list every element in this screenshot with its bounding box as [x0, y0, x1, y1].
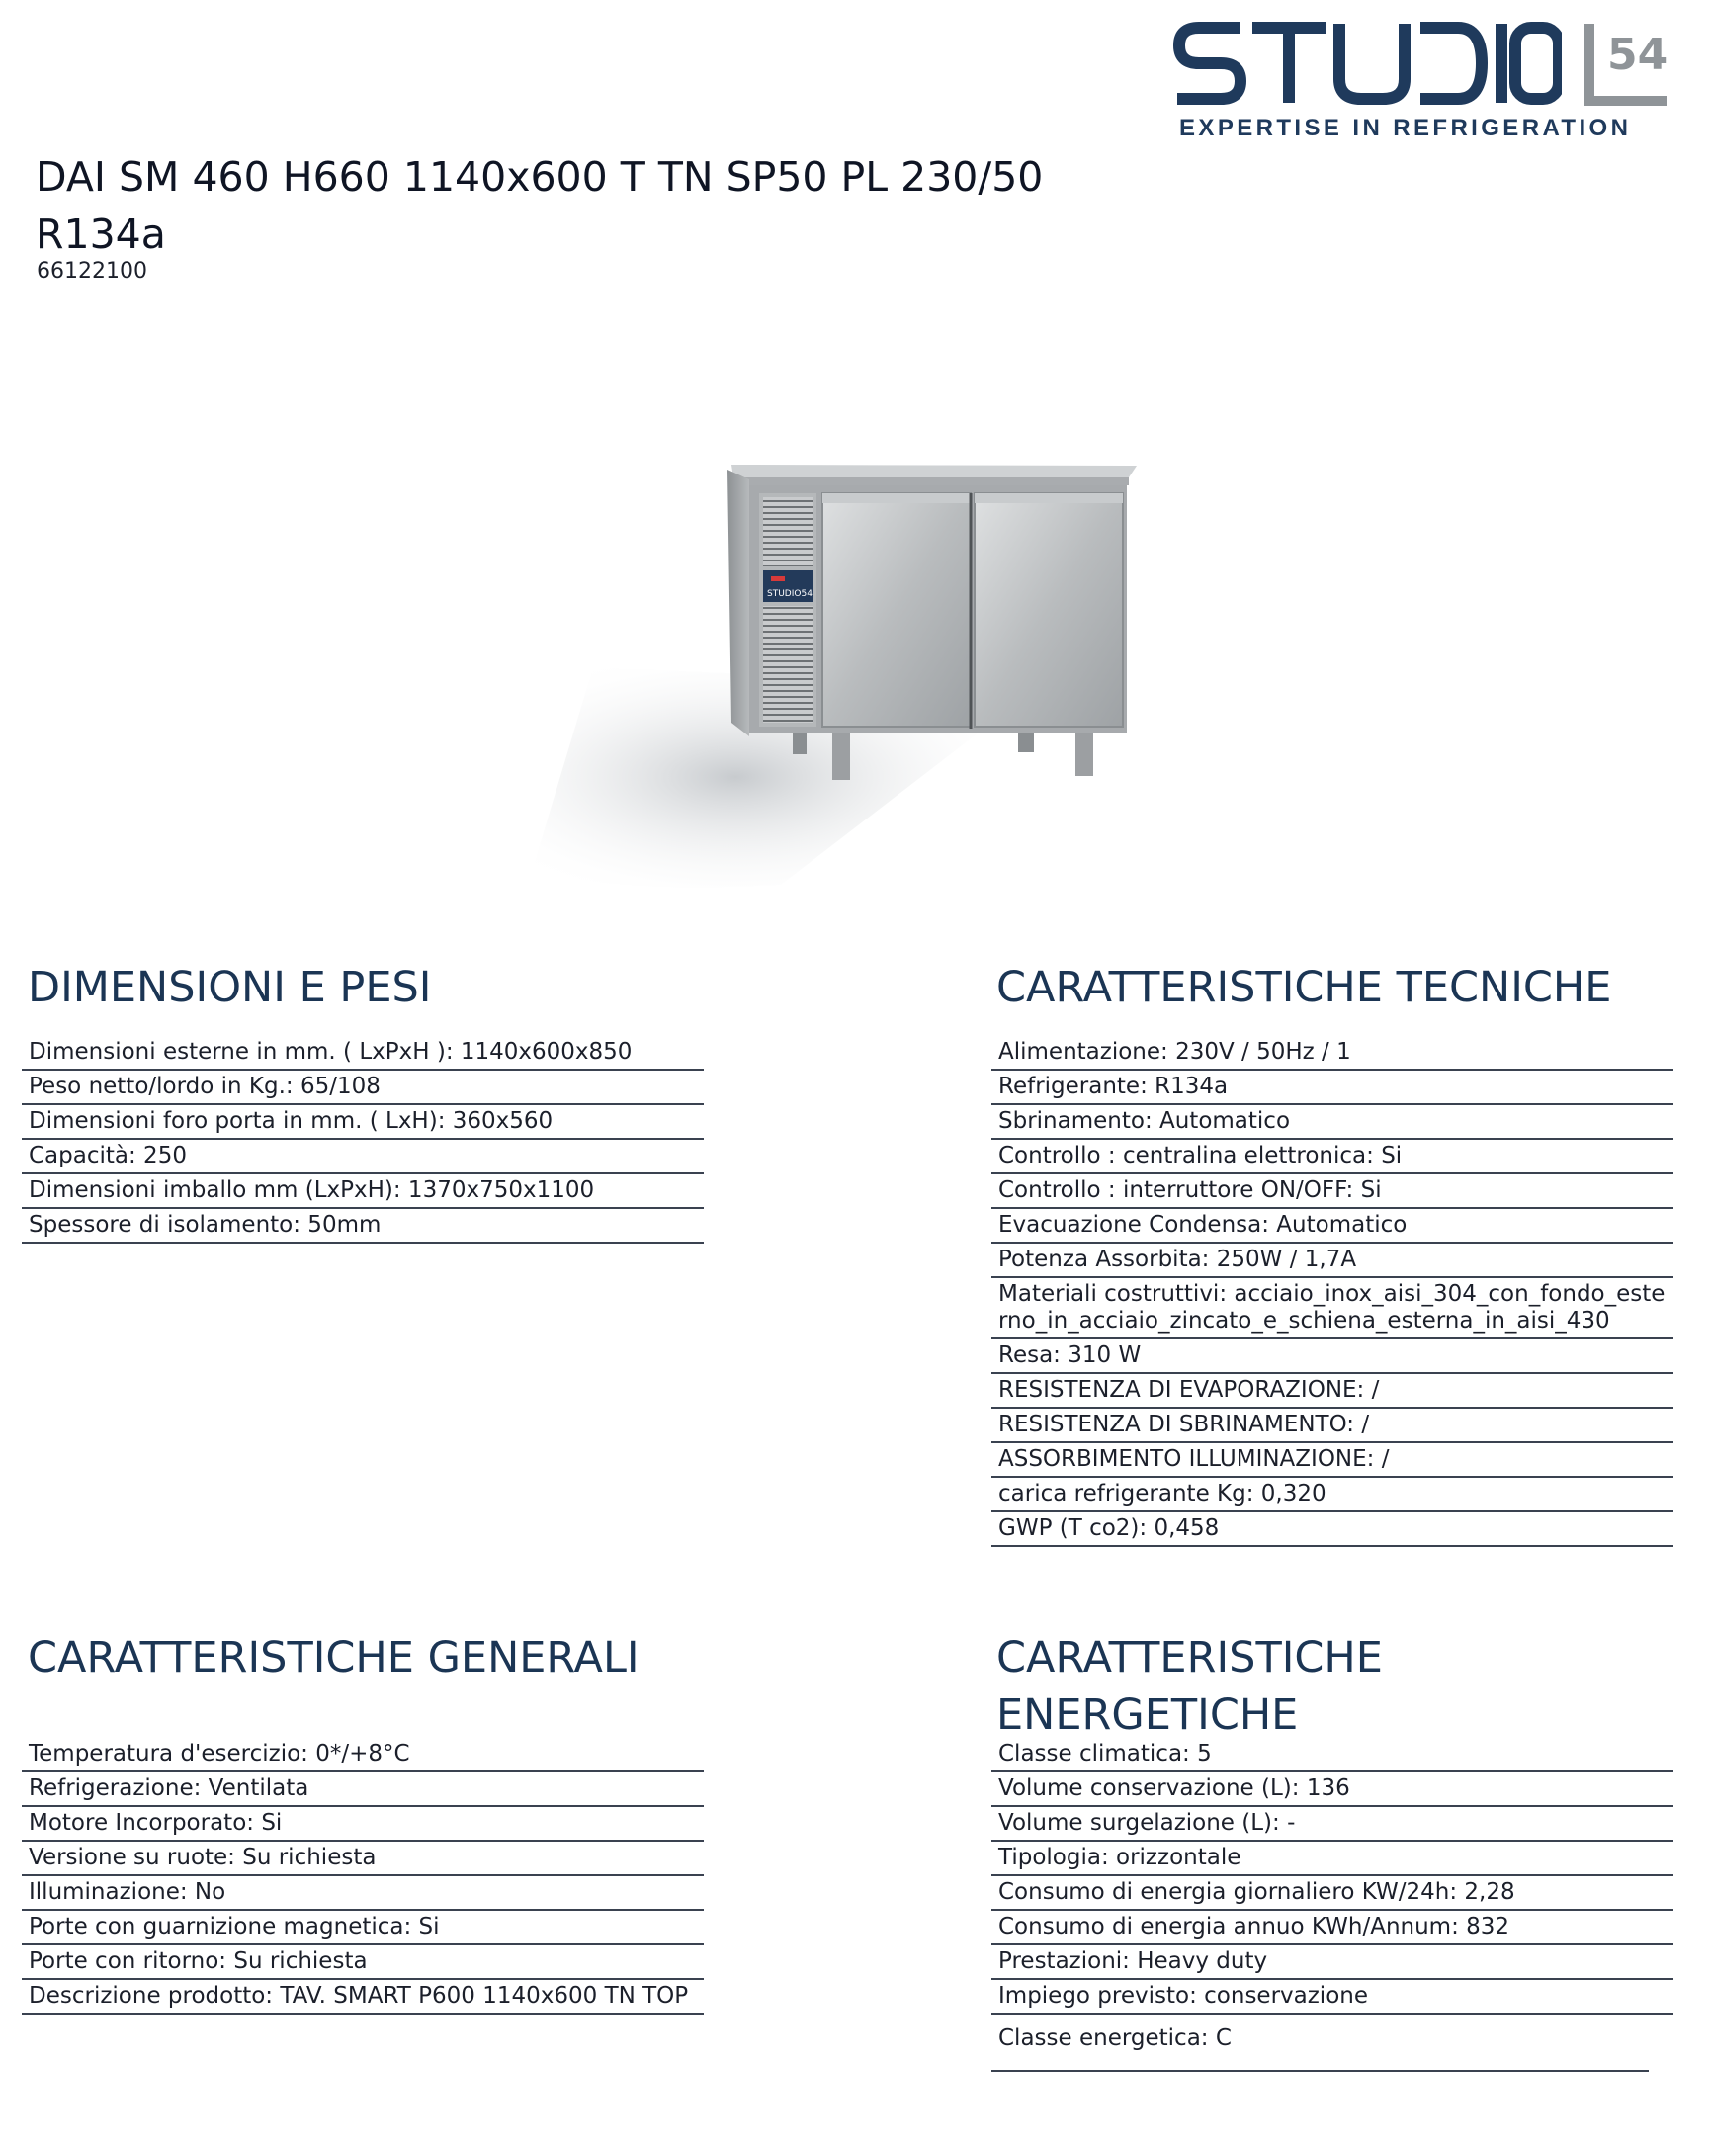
- spec-item: RESISTENZA DI SBRINAMENTO: /: [991, 1409, 1673, 1443]
- spec-item: Consumo di energia giornaliero KW/24h: 2,28: [991, 1876, 1673, 1911]
- spec-item: Consumo di energia annuo KWh/Annum: 832: [991, 1911, 1673, 1945]
- spec-item: Impiego previsto: conservazione: [991, 1980, 1673, 2015]
- brand-logo: [1171, 18, 1677, 141]
- spec-item: Temperatura d'esercizio: 0*/+8°C: [22, 1738, 704, 1772]
- spec-item: ASSORBIMENTO ILLUMINAZIONE: /: [991, 1443, 1673, 1478]
- spec-item: RESISTENZA DI EVAPORAZIONE: /: [991, 1374, 1673, 1409]
- spec-item: Porte con ritorno: Su richiesta: [22, 1945, 704, 1980]
- svg-text:®: ®: [1583, 24, 1593, 35]
- spec-item: Descrizione prodotto: TAV. SMART P600 1140x600 TN TOP: [22, 1980, 704, 2015]
- section-title-tecniche: CARATTERISTICHE TECNICHE: [996, 963, 1612, 1012]
- fifty-four-mark-icon: [1582, 20, 1670, 107]
- spec-item: Sbrinamento: Automatico: [991, 1105, 1673, 1140]
- spec-item: Refrigerante: R134a: [991, 1071, 1673, 1105]
- spec-item: GWP (T co2): 0,458: [991, 1512, 1673, 1547]
- spec-item: Classe energetica: C: [998, 2026, 1232, 2051]
- spec-item: Volume surgelazione (L): -: [991, 1807, 1673, 1842]
- spec-item: Dimensioni imballo mm (LxPxH): 1370x750x1100: [22, 1174, 704, 1209]
- spec-item: Prestazioni: Heavy duty: [991, 1945, 1673, 1980]
- spec-item: Dimensioni esterne in mm. ( LxPxH ): 1140x600x850: [22, 1036, 704, 1071]
- spec-item: Illuminazione: No: [22, 1876, 704, 1911]
- spec-item: Motore Incorporato: Si: [22, 1807, 704, 1842]
- section-title-generali: CARATTERISTICHE GENERALI: [28, 1633, 640, 1682]
- spec-item: Porte con guarnizione magnetica: Si: [22, 1911, 704, 1945]
- spec-item: Classe climatica: 5: [991, 1738, 1673, 1772]
- spec-item: Controllo : interruttore ON/OFF: Si: [991, 1174, 1673, 1209]
- tecniche-list: [991, 1036, 1673, 1547]
- spec-item: Volume conservazione (L): 136: [991, 1772, 1673, 1807]
- spec-item: Spessore di isolamento: 50mm: [22, 1209, 704, 1244]
- spec-item: Tipologia: orizzontale: [991, 1842, 1673, 1876]
- divider: [991, 2070, 1649, 2072]
- svg-text:54: 54: [1607, 30, 1668, 80]
- spec-item: Dimensioni foro porta in mm. ( LxH): 360x560: [22, 1105, 704, 1140]
- display-logo-text: STUDIO54: [767, 589, 813, 599]
- spec-item: Alimentazione: 230V / 50Hz / 1: [991, 1036, 1673, 1071]
- spec-item: Resa: 310 W: [991, 1339, 1673, 1374]
- spec-item: Controllo : centralina elettronica: Si: [991, 1140, 1673, 1174]
- section-title-dimensioni: DIMENSIONI E PESI: [28, 963, 432, 1012]
- product-title: DAI SM 460 H660 1140x600 T TN SP50 PL 230/50 R134a: [36, 153, 1044, 258]
- energetiche-list: [991, 1738, 1673, 2055]
- spec-item: Materiali costruttivi: acciaio_inox_aisi_304_con_fondo_esterno_in_acciaio_zincato_e_schiena_esterna_in_aisi_430: [991, 1278, 1673, 1339]
- spec-item: Capacità: 250: [22, 1140, 704, 1174]
- section-title-energetiche: CARATTERISTICHE ENERGETICHE: [996, 1633, 1383, 1740]
- spec-item: Peso netto/lordo in Kg.: 65/108: [22, 1071, 704, 1105]
- spec-item: Evacuazione Condensa: Automatico: [991, 1209, 1673, 1244]
- dimensioni-list: [22, 1036, 704, 1244]
- studio-wordmark-logo: [1171, 18, 1562, 109]
- spec-item: carica refrigerante Kg: 0,320: [991, 1478, 1673, 1512]
- refrigerated-counter-image: [524, 450, 1176, 895]
- brand-tagline: EXPERTISE IN REFRIGERATION: [1179, 115, 1632, 141]
- spec-item: Potenza Assorbita: 250W / 1,7A: [991, 1244, 1673, 1278]
- spec-item: Refrigerazione: Ventilata: [22, 1772, 704, 1807]
- product-code: 66122100: [37, 259, 147, 284]
- generali-list: [22, 1738, 704, 2015]
- spec-item: Versione su ruote: Su richiesta: [22, 1842, 704, 1876]
